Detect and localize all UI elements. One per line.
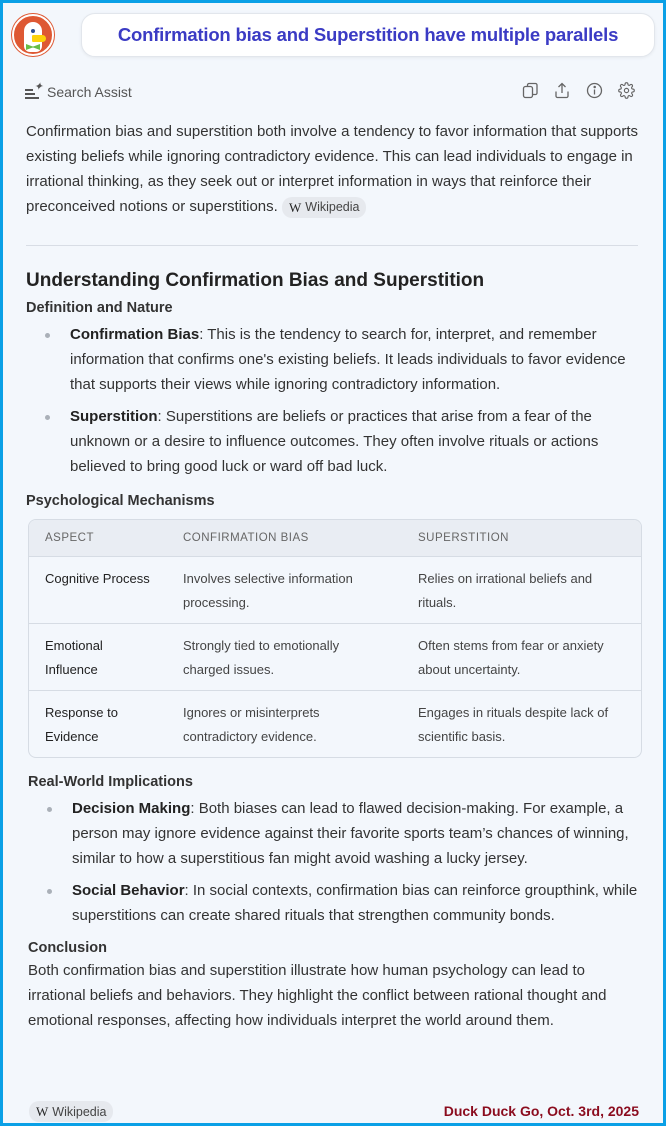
wikipedia-icon: W bbox=[36, 1103, 49, 1119]
table-cell: Cognitive Process bbox=[29, 556, 167, 623]
list-item: Confirmation Bias: This is the tendency to search for, interpret, and remember information that confirms one's existing beliefs. It leads individuals to favor evidence that supports their views while ignoring contradictory information. bbox=[70, 322, 638, 397]
table-row bbox=[29, 690, 641, 757]
summary-paragraph bbox=[26, 119, 638, 219]
summary-text: Confirmation bias and superstition both involve a tendency to favor information that supports existing beliefs while ignoring contradictory evidence. This can lead individuals to engage in irrational thinking, as they seek out or interpret information in ways that reinforce their preconceived notions or superstitions. bbox=[26, 123, 639, 215]
section-heading-definition: Definition and Nature bbox=[26, 300, 173, 316]
section-heading-conclusion: Conclusion bbox=[28, 939, 107, 956]
table-row bbox=[29, 623, 641, 690]
section-divider bbox=[26, 245, 638, 246]
table-cell: Often stems from fear or anxiety about uncertainty. bbox=[402, 623, 641, 690]
table-cell: Involves selective information processing. bbox=[167, 556, 402, 623]
table-row bbox=[29, 556, 641, 623]
duckduckgo-logo-icon[interactable] bbox=[12, 14, 54, 56]
gear-icon bbox=[618, 82, 635, 99]
wikipedia-source-chip-bottom[interactable] bbox=[29, 1101, 113, 1122]
copy-button[interactable] bbox=[521, 80, 539, 100]
definition-list bbox=[26, 322, 638, 479]
section-heading-implications: Real-World Implications bbox=[28, 773, 193, 790]
column-header: CONFIRMATION BIAS bbox=[167, 520, 402, 556]
credit-caption: Duck Duck Go, Oct. 3rd, 2025 bbox=[443, 1103, 639, 1119]
table-cell: Strongly tied to emotionally charged issues. bbox=[167, 623, 402, 690]
search-assist-header bbox=[25, 81, 132, 103]
wikipedia-source-chip[interactable] bbox=[282, 197, 366, 218]
share-button[interactable] bbox=[553, 80, 571, 100]
article-title: Understanding Confirmation Bias and Superstition bbox=[26, 270, 485, 291]
mechanisms-table bbox=[28, 519, 642, 758]
column-header: ASPECT bbox=[29, 520, 167, 556]
copy-icon bbox=[522, 82, 539, 99]
table-cell: Ignores or misinterprets contradictory evidence. bbox=[167, 690, 402, 757]
table-cell: Engages in rituals despite lack of scientific basis. bbox=[402, 690, 641, 757]
section-heading-mechanisms: Psychological Mechanisms bbox=[26, 493, 215, 509]
search-assist-label: Search Assist bbox=[47, 84, 132, 100]
column-header: SUPERSTITION bbox=[402, 520, 641, 556]
table-cell: Response to Evidence bbox=[29, 690, 167, 757]
implications-list bbox=[26, 796, 638, 928]
query-title: Confirmation bias and Superstition have multiple parallels bbox=[117, 24, 619, 45]
search-assist-icon: ✦ bbox=[25, 85, 41, 99]
query-title-box bbox=[81, 13, 655, 57]
settings-button[interactable] bbox=[617, 80, 635, 100]
info-icon bbox=[586, 82, 603, 99]
list-item: Superstition: Superstitions are beliefs or practices that arise from a fear of the unknown or a desire to influence outcomes. They often involve rituals or actions believed to bring good luck or ward off bad luck. bbox=[70, 404, 638, 479]
share-icon bbox=[554, 82, 570, 99]
wikipedia-source-label: Wikipedia bbox=[52, 1104, 107, 1119]
table-header-row bbox=[29, 520, 641, 556]
assist-content bbox=[26, 119, 638, 1033]
conclusion-paragraph: Both confirmation bias and superstition illustrate how human psychology can lead to irrational beliefs and behaviors. They highlight the conflict between rational thought and emotional responses, affecting how individuals interpret the world around them. bbox=[28, 961, 607, 1029]
list-item: Social Behavior: In social contexts, confirmation bias can reinforce groupthink, while superstitions can create shared rituals that strengthen community bonds. bbox=[72, 878, 638, 928]
table-cell: Emotional Influence bbox=[29, 623, 167, 690]
wikipedia-source-label: Wikipedia bbox=[305, 199, 360, 214]
table-cell: Relies on irrational beliefs and rituals. bbox=[402, 556, 641, 623]
info-button[interactable] bbox=[585, 80, 603, 100]
wikipedia-icon: W bbox=[288, 199, 302, 215]
assist-toolbar bbox=[521, 80, 635, 100]
list-item: Decision Making: Both biases can lead to flawed decision-making. For example, a person may ignore evidence against their favorite sports team’s chances of winning, similar to how a superstitious fan might avoid washing a lucky jersey. bbox=[72, 796, 638, 871]
